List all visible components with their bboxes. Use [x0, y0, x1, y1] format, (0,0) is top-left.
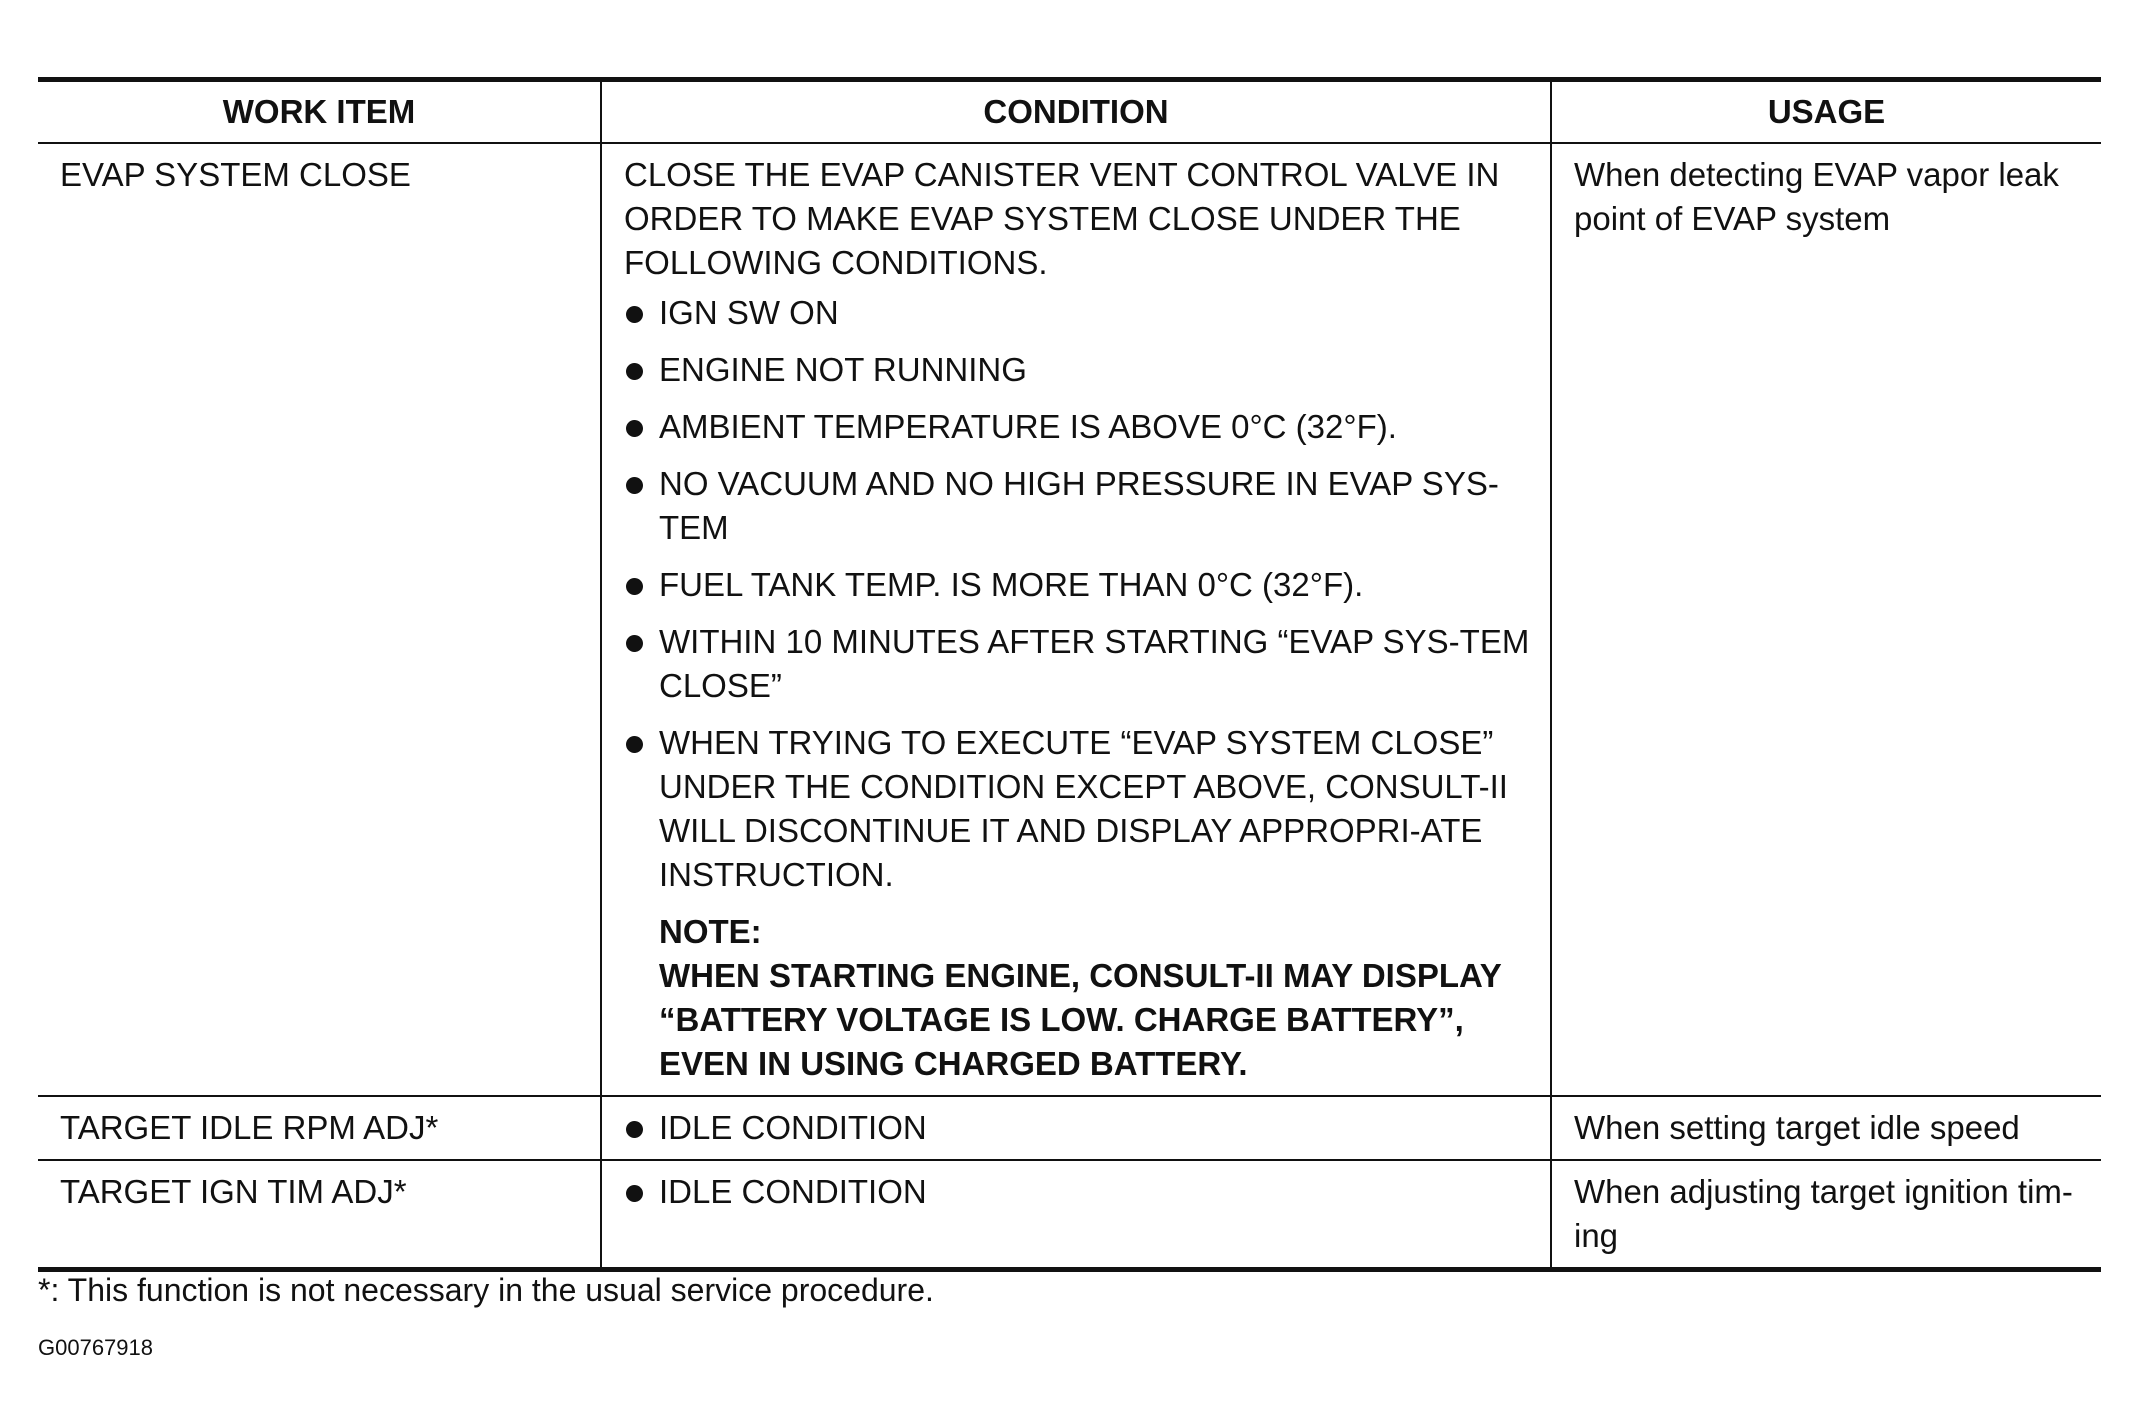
list-item: [624, 462, 1530, 550]
work-item-cell: TARGET IDLE RPM ADJ*: [38, 1096, 601, 1160]
work-item-cell: TARGET IGN TIM ADJ*: [60, 1173, 407, 1210]
list-item: [624, 1106, 1530, 1150]
bullet-icon: [626, 420, 643, 437]
list-item: [624, 620, 1530, 708]
table-row: [38, 143, 2101, 1096]
list-item-text: AMBIENT TEMPERATURE IS ABOVE 0°C (32°F).: [659, 408, 1397, 445]
table-header-row: [38, 80, 2101, 144]
list-item-text: IDLE CONDITION: [659, 1109, 927, 1146]
note-block: [624, 910, 1530, 1086]
figure-id: G00767918: [38, 1335, 153, 1360]
bullet-icon: [626, 1185, 643, 1202]
list-item: [624, 405, 1530, 449]
column-header-condition: CONDITION: [601, 80, 1551, 144]
table-row: [38, 1096, 2101, 1160]
condition-cell: [601, 143, 1551, 1096]
list-item-text: WITHIN 10 MINUTES AFTER STARTING “EVAP SYS-TEM CLOSE”: [659, 623, 1530, 704]
bullet-icon: [626, 477, 643, 494]
condition-intro: CLOSE THE EVAP CANISTER VENT CONTROL VALVE IN ORDER TO MAKE EVAP SYSTEM CLOSE UNDER THE FOLLOWING CONDITIONS.: [624, 156, 1500, 281]
condition-cell: [601, 1160, 1551, 1270]
list-item-text: ENGINE NOT RUNNING: [659, 351, 1027, 388]
bullet-icon: [626, 736, 643, 753]
work-item-table: [38, 77, 2101, 1272]
bullet-icon: [626, 578, 643, 595]
bullet-icon: [626, 306, 643, 323]
condition-list: [624, 291, 1530, 897]
list-item-text: IDLE CONDITION: [659, 1173, 927, 1210]
column-header-usage: USAGE: [1551, 80, 2101, 144]
usage-cell: When setting target idle speed: [1551, 1096, 2101, 1160]
list-item-text: FUEL TANK TEMP. IS MORE THAN 0°C (32°F).: [659, 566, 1364, 603]
condition-cell: [601, 1096, 1551, 1160]
list-item-text: IGN SW ON: [659, 294, 839, 331]
list-item: [624, 563, 1530, 607]
bullet-icon: [626, 635, 643, 652]
list-item: [624, 721, 1530, 897]
list-item: [624, 348, 1530, 392]
work-item-cell: EVAP SYSTEM CLOSE: [38, 143, 601, 1096]
usage-cell: When adjusting target ignition tim-ing: [1551, 1160, 2101, 1270]
note-text: WHEN STARTING ENGINE, CONSULT-II MAY DISPLAY “BATTERY VOLTAGE IS LOW. CHARGE BATTERY”, EVEN IN USING CHARGED BATTERY.: [659, 957, 1502, 1082]
column-header-work-item: WORK ITEM: [38, 80, 601, 144]
table-row: [38, 1160, 2101, 1270]
bullet-icon: [626, 363, 643, 380]
list-item-text: NO VACUUM AND NO HIGH PRESSURE IN EVAP SYS-TEM: [659, 465, 1499, 546]
usage-cell: When detecting EVAP vapor leak point of EVAP system: [1551, 143, 2101, 1096]
footnote: *: This function is not necessary in the usual service procedure.: [38, 1272, 934, 1308]
note-label: NOTE:: [659, 913, 762, 950]
list-item: [624, 1170, 1530, 1214]
list-item-text: WHEN TRYING TO EXECUTE “EVAP SYSTEM CLOSE” UNDER THE CONDITION EXCEPT ABOVE, CONSULT-II WILL DISCONTINUE IT AND DISPLAY APPROPRI-ATE INSTRUCTION.: [659, 724, 1508, 893]
list-item: [624, 291, 1530, 335]
bullet-icon: [626, 1121, 643, 1138]
